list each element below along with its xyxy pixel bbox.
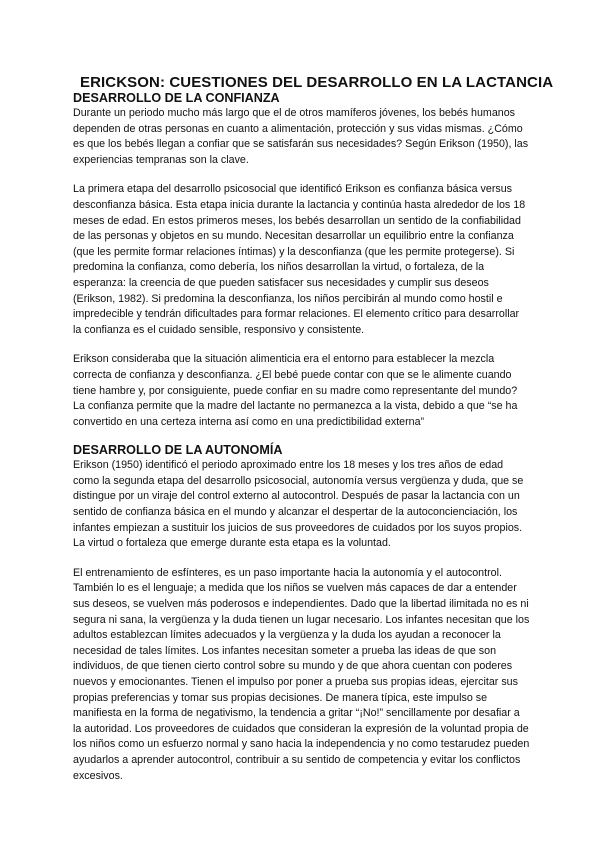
paragraph-gap bbox=[73, 168, 530, 182]
paragraph-gap bbox=[73, 338, 530, 352]
paragraph-autonomy-stage: Erikson (1950) identificó el periodo aproximado entre los 18 meses y los tres años de edad como la segunda etapa del desarrollo psicosocial, autonomía versus vergüenza y duda, que se distingue por un viraje del control externo al autocontrol. Después de pasar la lactancia con un sentido de confianza básica en el mundo y alcanzar el despertar de la autoconcienciación, los infantes empiezan a sustituir los juicios de sus proveedores de cuidados por los suyos propios. La virtud o fortaleza que emerge durante esta etapa es la voluntad. bbox=[73, 459, 524, 550]
paragraph-gap bbox=[73, 552, 530, 566]
paragraph-autonomy-training: El entrenamiento de esfínteres, es un paso importante hacia la autonomía y el autocontrol. También lo es el lenguaje; a medida que los niños se vuelven más capaces de dar a entender sus deseos, se vuelven más poderosos e independientes. Dado que la libertad ilimitada no es ni segura ni sana, la vergüenza y la duda tienen un lugar necesario. Los infantes necesitan que los adultos establezcan límites adecuados y la vergüenza y la duda los ayudan a reconocer la necesidad de tales límites. Los infantes necesitan someter a prueba las ideas de que son individuos, de que tienen cierto control sobre su mundo y de que ahora cuentan con poderes nuevos y emocionantes. Tienen el impulso por poner a prueba sus propias ideas, ejercitar sus propias preferencias y tomar sus propias decisiones. De manera típica, este impulso se manifiesta en la forma de negativismo, la tendencia a gritar “¡No!” sencillamente por desafiar a la autoridad. Los proveedores de cuidados que consideran la expresión de la voluntad propia de los niños como un esfuerzo normal y sano hacia la independencia y no como testarudez pueden ayudarlos a aprender autocontrol, contribuir a su sentido de competencia y evitar los conflictos excesivos. bbox=[73, 566, 530, 782]
paragraph-trust-stage: La primera etapa del desarrollo psicosocial que identificó Erikson es confianza básica versus desconfianza básica. Esta etapa inicia durante la lactancia y continúa hasta alrededor de los 18 meses de edad. En estos primeros meses, los bebés desarrollan un sentido de la confiabilidad de las personas y objetos en su mundo. Necesitan desarrollar un equilibrio entre la confianza (que les permite formar relaciones íntimas) y la desconfianza (que les permite protegerse). Si predomina la confianza, como debería, los niños desarrollan la virtud, o fortaleza, de la esperanza: la creencia de que pueden satisfacer sus necesidades y cumplir sus deseos (Erikson, 1982). Si predomina la desconfianza, los niños percibirán al mundo como hostil e impredecible y tendrán dificultades para formar relaciones. El elemento crítico para desarrollar la confianza es el cuidado sensible, responsivo y consistente. bbox=[73, 183, 526, 336]
section-trust bbox=[73, 91, 530, 430]
section-gap bbox=[73, 430, 530, 443]
document-title: ERICKSON: CUESTIONES DEL DESARROLLO EN LA LACTANCIA bbox=[80, 74, 554, 91]
section-heading-autonomy: DESARROLLO DE LA AUTONOMÍA bbox=[73, 443, 283, 458]
paragraph-trust-intro: Durante un periodo mucho más largo que el de otros mamíferos jóvenes, los bebés humanos dependen de otras personas en cuanto a alimentación, protección y sus vidas mismas. ¿Cómo es que los bebés llegan a confiar que se satisfarán sus necesidades? Según Erikson (1950), las experiencias tempranas son la clave. bbox=[73, 107, 529, 166]
paragraph-trust-feeding: Erikson consideraba que la situación alimenticia era el entorno para establecer la mezcla correcta de confianza y desconfianza. ¿El bebé puede contar con que se le alimente cuando tiene hambre y, por consiguiente, puede confiar en su madre como representante del mundo? La confianza permite que la madre del lactante no permanezca a la vista, debido a que “se ha convertido en una certeza interna así como en una predictibilidad externa” bbox=[73, 353, 518, 428]
section-autonomy bbox=[73, 443, 530, 784]
section-heading-trust: DESARROLLO DE LA CONFIANZA bbox=[73, 91, 280, 105]
